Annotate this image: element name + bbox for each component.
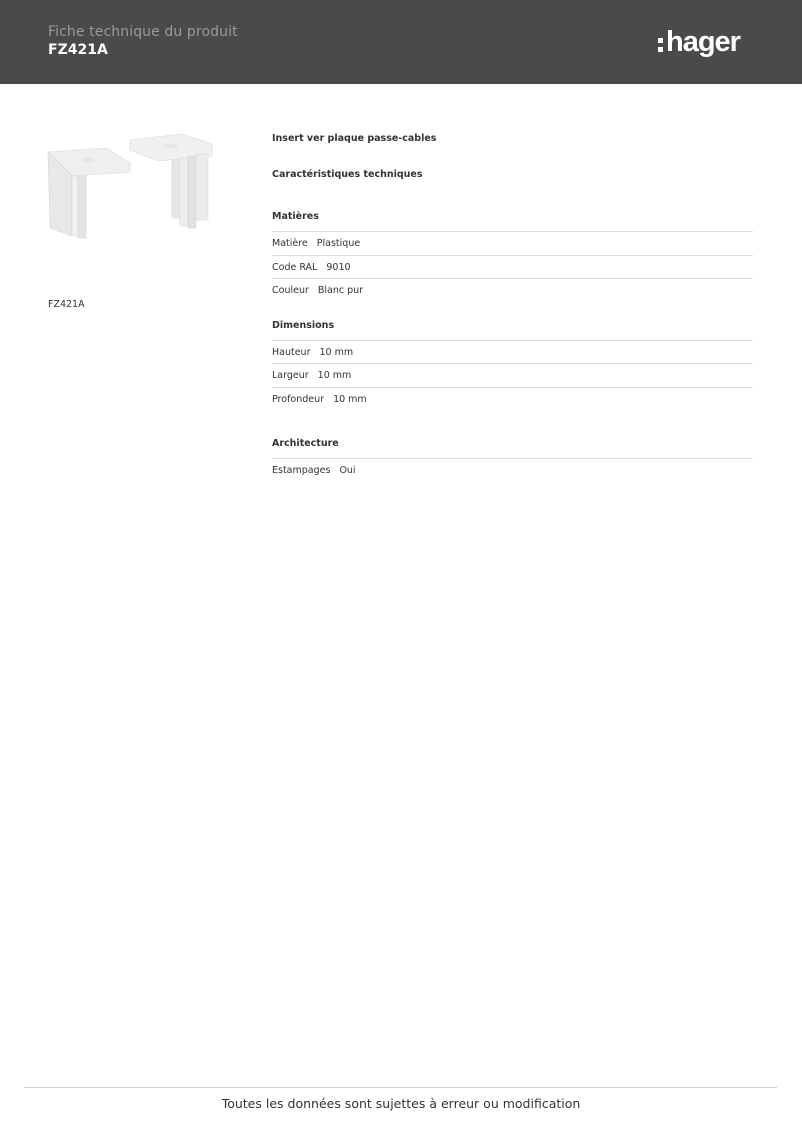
- product-name: Insert ver plaque passe-cables: [272, 133, 437, 144]
- product-image: [46, 128, 216, 248]
- section-materials: [272, 210, 753, 303]
- spec-value: Blanc pur: [317, 285, 364, 296]
- section-title: Matières: [272, 210, 753, 232]
- spec-value: 10 mm: [319, 346, 354, 358]
- spec-value: Oui: [339, 465, 356, 476]
- logo-colon-icon: [658, 38, 663, 52]
- spec-label: Largeur: [272, 370, 309, 381]
- product-details: [272, 132, 753, 483]
- section-title: Dimensions: [272, 319, 753, 341]
- page-header: [0, 0, 802, 84]
- product-reference-title: FZ421A: [48, 42, 108, 58]
- spec-label: Hauteur: [272, 346, 311, 358]
- spec-row: [272, 256, 753, 280]
- hager-logo: [658, 22, 740, 62]
- document-type-label: Fiche technique du produit: [48, 24, 238, 40]
- product-code-caption: FZ421A: [48, 299, 85, 310]
- spec-label: Couleur: [272, 285, 309, 296]
- spec-value: 9010: [326, 261, 351, 273]
- spec-label: Estampages: [272, 465, 331, 476]
- technical-characteristics-title: Caractéristiques techniques: [272, 169, 423, 180]
- spec-value: 10 mm: [317, 370, 352, 381]
- footer-divider: [24, 1087, 777, 1088]
- section-architecture: [272, 437, 753, 483]
- spec-row: [272, 459, 753, 483]
- spec-label: Matière: [272, 238, 308, 249]
- logo-text: hager: [666, 25, 740, 58]
- spec-row: [272, 388, 753, 412]
- section-title: Architecture: [272, 437, 753, 459]
- spec-label: Profondeur: [272, 393, 325, 405]
- spec-value: 10 mm: [333, 393, 367, 405]
- spec-value: Plastique: [316, 238, 361, 249]
- spec-label: Code RAL: [272, 261, 318, 273]
- spec-row: [272, 341, 753, 365]
- spec-row: [272, 279, 753, 303]
- spec-row: [272, 364, 753, 388]
- footer-disclaimer: Toutes les données sont sujettes à erreur ou modification: [221, 1096, 581, 1111]
- spec-row: [272, 232, 753, 256]
- section-dimensions: [272, 319, 753, 412]
